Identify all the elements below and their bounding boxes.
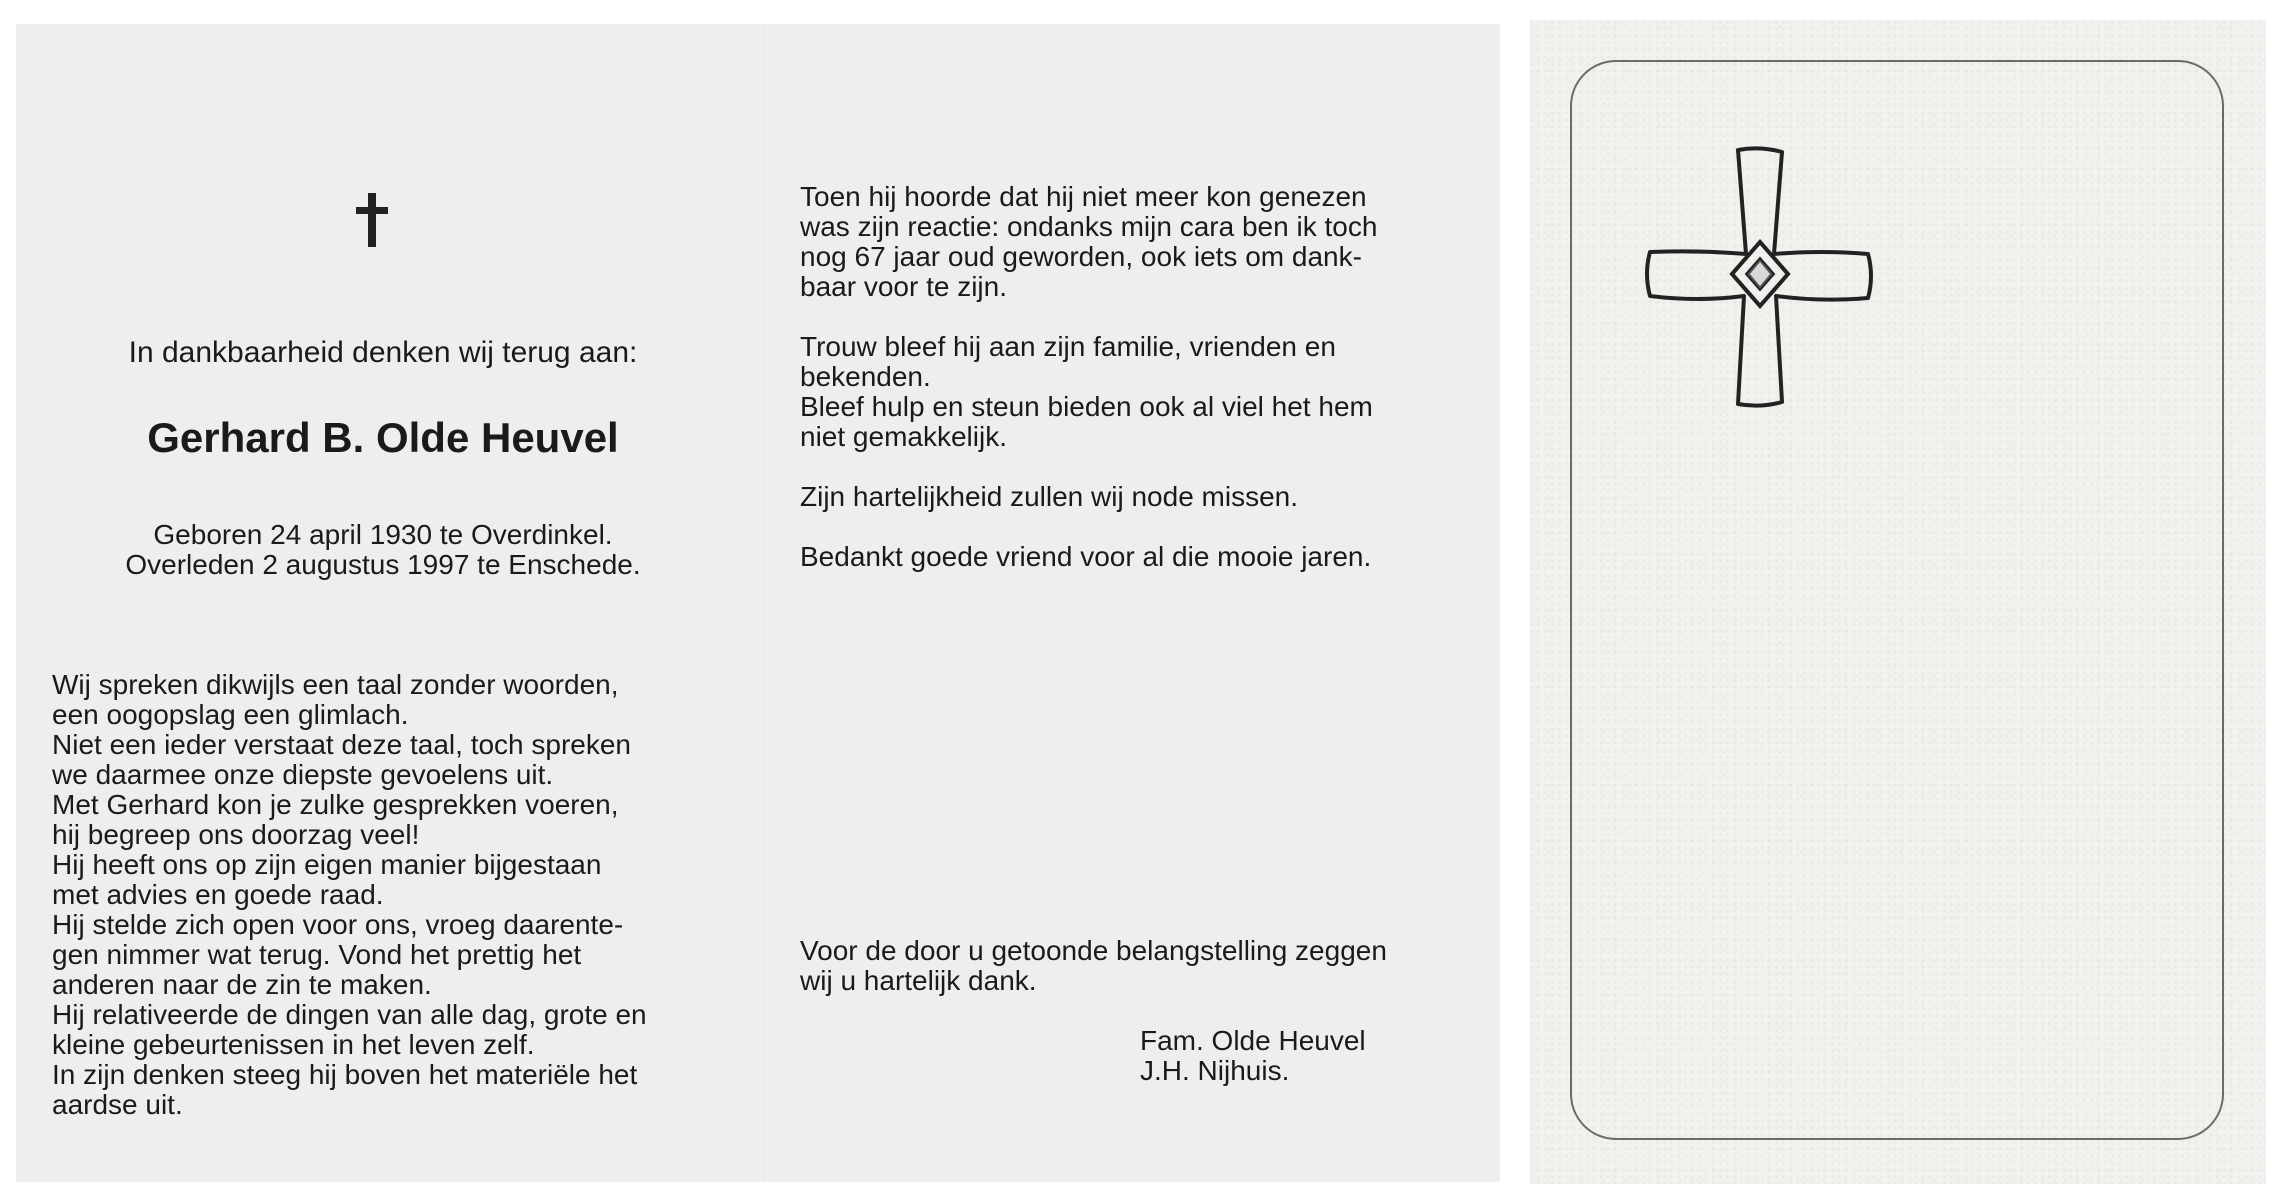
poem-line: kleine gebeurtenissen in het leven zelf.: [52, 1029, 535, 1060]
poem: [52, 670, 690, 1120]
poem-line: met advies en goede raad.: [52, 879, 384, 910]
text-line: Toen hij hoorde dat hij niet meer kon genezen: [800, 181, 1367, 212]
intro-text: In dankbaarheid denken wij terug aan:: [128, 336, 638, 369]
text-line: was zijn reactie: ondanks mijn cara ben ik toch: [800, 211, 1378, 242]
text-line: niet gemakkelijk.: [800, 421, 1007, 452]
death-line: Overleden 2 augustus 1997 te Enschede.: [125, 549, 641, 580]
farewell-line: Bedankt goede vriend voor al die mooie jaren.: [800, 541, 1372, 572]
poem-line: we daarmee onze diepste gevoelens uit.: [52, 759, 554, 790]
cordiality-line: Zijn hartelijkheid zullen wij node missen.: [800, 481, 1299, 512]
decorative-cross-icon: [1642, 146, 1878, 410]
poem-line: In zijn denken steeg hij boven het materiële het: [52, 1059, 638, 1090]
signature-line: J.H. Nijhuis.: [1140, 1055, 1290, 1086]
poem-line: aardse uit.: [52, 1089, 183, 1120]
text-line: Voor de door u getoonde belangstelling zeggen: [800, 935, 1387, 966]
poem-line: Met Gerhard kon je zulke gesprekken voeren,: [52, 789, 619, 820]
poem-line: Hij stelde zich open voor ons, vroeg daarente-: [52, 909, 624, 940]
deceased-name: Gerhard B. Olde Heuvel: [147, 414, 619, 461]
text-line: bekenden.: [800, 361, 931, 392]
text-line: Trouw bleef hij aan zijn familie, vrienden en: [800, 331, 1336, 362]
loyalty-paragraph: [800, 332, 1434, 452]
text-line: nog 67 jaar oud geworden, ook iets om dank-: [800, 241, 1362, 272]
poem-line: een oogopslag een glimlach.: [52, 699, 409, 730]
poem-line: Niet een ieder verstaat deze taal, toch spreken: [52, 729, 632, 760]
poem-line: hij begreep ons doorzag veel!: [52, 819, 420, 850]
card-fold: [764, 24, 766, 1182]
poem-line: Hij relativeerde de dingen van alle dag, grote en: [52, 999, 647, 1030]
poem-line: Wij spreken dikwijls een taal zonder woorden,: [52, 669, 619, 700]
text-line: wij u hartelijk dank.: [800, 965, 1037, 996]
birth-line: Geboren 24 april 1930 te Overdinkel.: [153, 519, 613, 550]
reaction-paragraph: [800, 182, 1434, 302]
thanks-paragraph: [800, 936, 1434, 996]
text-line: Bleef hulp en steun bieden ook al viel het hem: [800, 391, 1373, 422]
signature-line: Fam. Olde Heuvel: [1140, 1025, 1366, 1056]
signature: [1140, 1026, 1366, 1086]
card-cover: [1530, 20, 2266, 1184]
poem-line: Hij heeft ons op zijn eigen manier bijgestaan: [52, 849, 602, 880]
latin-cross-icon: [352, 193, 392, 247]
poem-line: gen nimmer wat terug. Vond het prettig het: [52, 939, 582, 970]
text-line: baar voor te zijn.: [800, 271, 1007, 302]
poem-line: anderen naar de zin te maken.: [52, 969, 432, 1000]
